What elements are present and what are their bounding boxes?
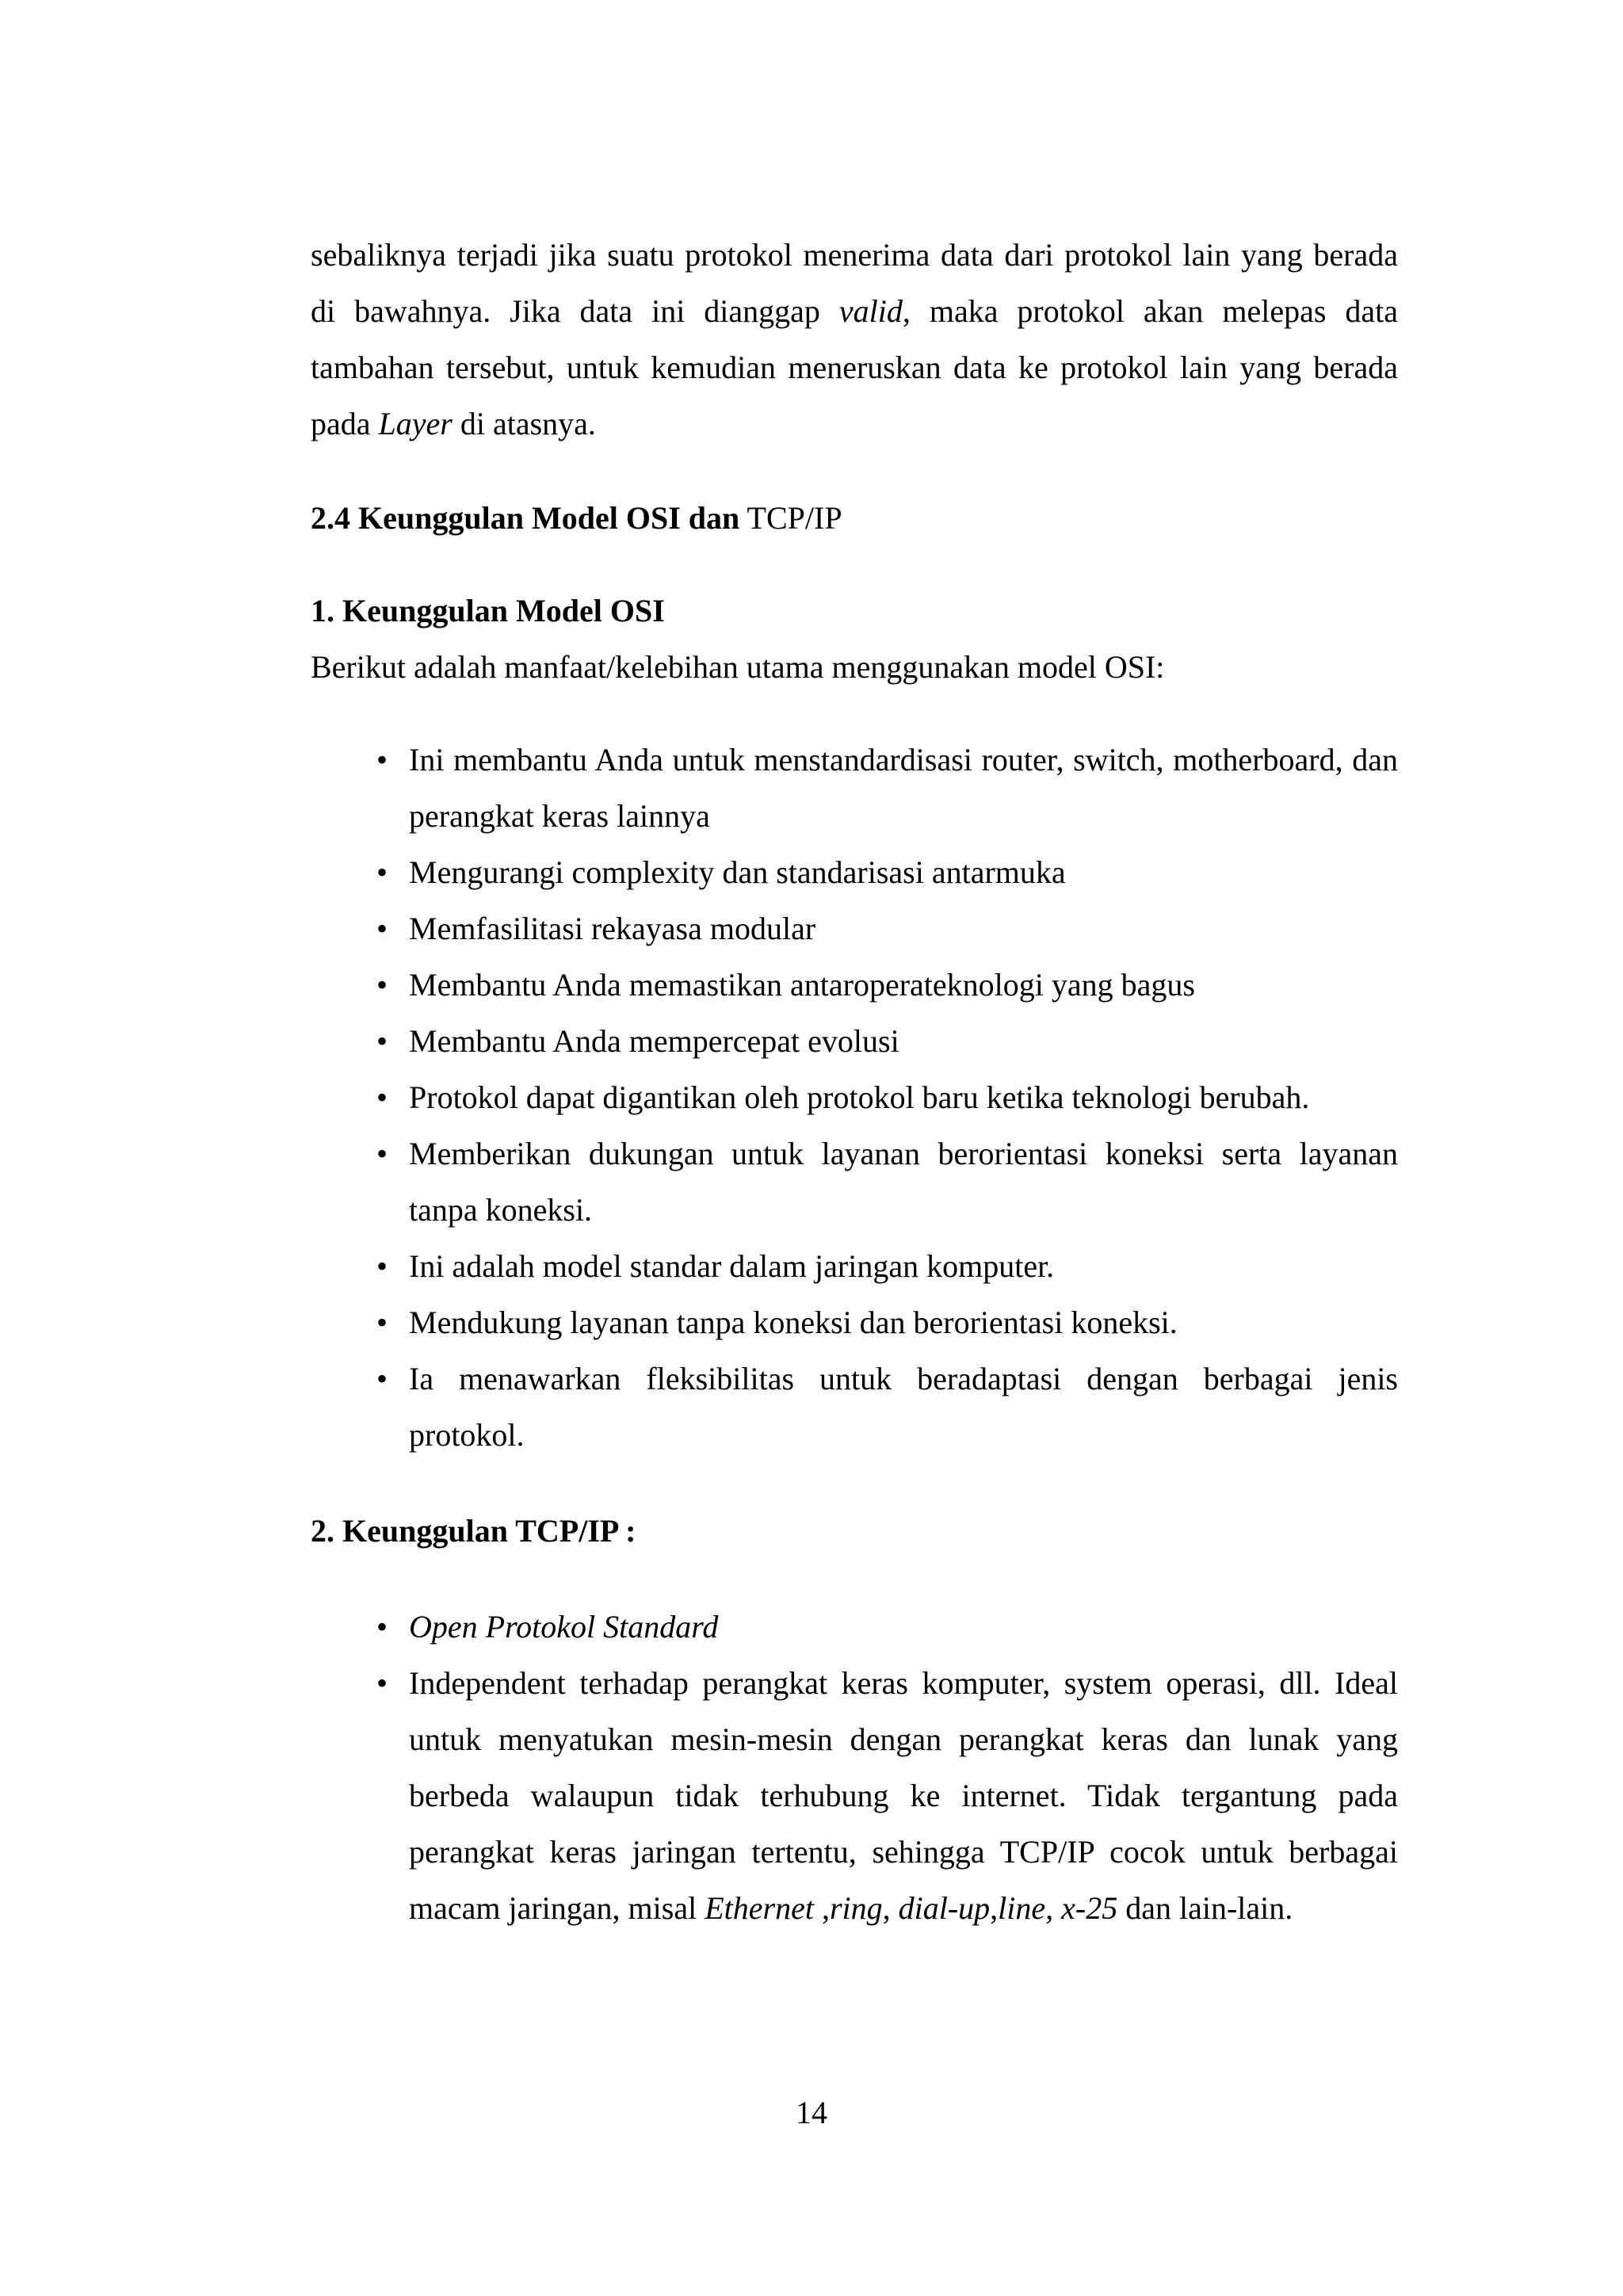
list-item [376,900,1398,957]
italic-ethernet: Ethernet [705,1890,814,1926]
bullet-icon: • [376,967,388,1003]
bullet-icon: • [376,1079,388,1115]
list-item-text: Memberikan dukungan untuk layanan berorientasi koneksi serta layanan tanpa koneksi. [409,1136,1398,1228]
list-item [376,732,1398,844]
list-item-text: Ia menawarkan fleksibilitas untuk beradaptasi dengan berbagai jenis protokol. [409,1361,1398,1453]
bullet-icon: • [376,1665,388,1701]
bullet-icon: • [376,1136,388,1171]
list-item [376,957,1398,1013]
list-item-text: Ini adalah model standar dalam jaringan komputer. [409,1248,1055,1284]
list-item-text: , [990,1890,999,1926]
list-item [376,1069,1398,1125]
list-item-text: Open Protokol Standard [409,1609,719,1645]
bullet-icon: • [376,911,388,946]
list-item-text: Membantu Anda mempercepat evolusi [409,1023,899,1059]
list-item-text: Ini membantu Anda untuk menstandardisasi router, switch, motherboard, dan perangkat keras lainnya [409,742,1398,834]
list-item-text: Independent terhadap perangkat keras komputer, system operasi, dll. Ideal untuk menyatukan mesin-mesin dengan perangkat keras dan lunak yang berbeda walaupun tidak terhubung ke internet. Tidak tergantung pada perangkat keras jaringan tertentu, sehingga TCP/IP cocok untuk berbagai macam jaringan, misal [409,1665,1398,1926]
list-item-text: dan lain-lain. [1117,1890,1293,1926]
italic-dial-up: dial-up [898,1890,991,1926]
section-title-bold: 2.4 Keunggulan Model OSI dan [311,500,740,536]
document-page [311,227,1398,1936]
list-item [376,1125,1398,1238]
list-item [376,844,1398,900]
bullet-icon: • [376,742,388,777]
bullet-icon: • [376,1361,388,1396]
paragraph-top-text-5: di atasnya. [452,406,596,441]
osi-list [311,732,1398,1463]
tcpip-title: 2. Keunggulan TCP/IP : [311,1513,636,1549]
list-item [376,1238,1398,1294]
bullet-icon: • [376,1023,388,1059]
section-title-normal: TCP/IP [739,500,842,536]
tcpip-list [311,1599,1398,1936]
bullet-icon: • [376,1248,388,1284]
paragraph-top-italic-layer: Layer [378,406,453,441]
paragraph-top [311,227,1398,452]
list-item [376,1294,1398,1350]
list-item-text: , [882,1890,899,1926]
list-item [376,1350,1398,1463]
list-item-text: Mengurangi complexity dan standarisasi antarmuka [409,854,1066,890]
bullet-icon: • [376,1305,388,1340]
bullet-icon: • [376,854,388,890]
paragraph-top-text-1: sebaliknya terjadi jika suatu protokol menerima data dari protokol lain yang berada di bawahnya. Jika data ini dianggap [311,237,1398,329]
list-item-text: Protokol dapat digantikan oleh protokol baru ketika teknologi berubah. [409,1079,1310,1115]
paragraph-top-text-3: , maka protokol akan melepas data tambahan tersebut, untuk kemudian meneruskan data ke protokol lain yang berada pada [311,293,1398,441]
section-title [311,490,1398,546]
osi-title: 1. Keunggulan Model OSI [311,593,665,628]
list-item-text: Memfasilitasi rekayasa modular [409,911,816,946]
list-item [376,1599,1398,1655]
list-item-text: Mendukung layanan tanpa koneksi dan berorientasi koneksi. [409,1305,1178,1340]
osi-intro: Berikut adalah manfaat/kelebihan utama menggunakan model OSI: [311,649,1165,685]
list-item-text: , [813,1890,830,1926]
italic-ring: ring [829,1890,883,1926]
bullet-icon: • [376,1609,388,1645]
italic-line-x25: line, x-25 [998,1890,1118,1926]
paragraph-top-italic-valid: valid [838,293,903,329]
list-item [376,1013,1398,1069]
list-item [376,1655,1398,1936]
page-number: 14 [796,2095,827,2130]
list-item-text: Membantu Anda memastikan antaroperateknologi yang bagus [409,967,1195,1003]
